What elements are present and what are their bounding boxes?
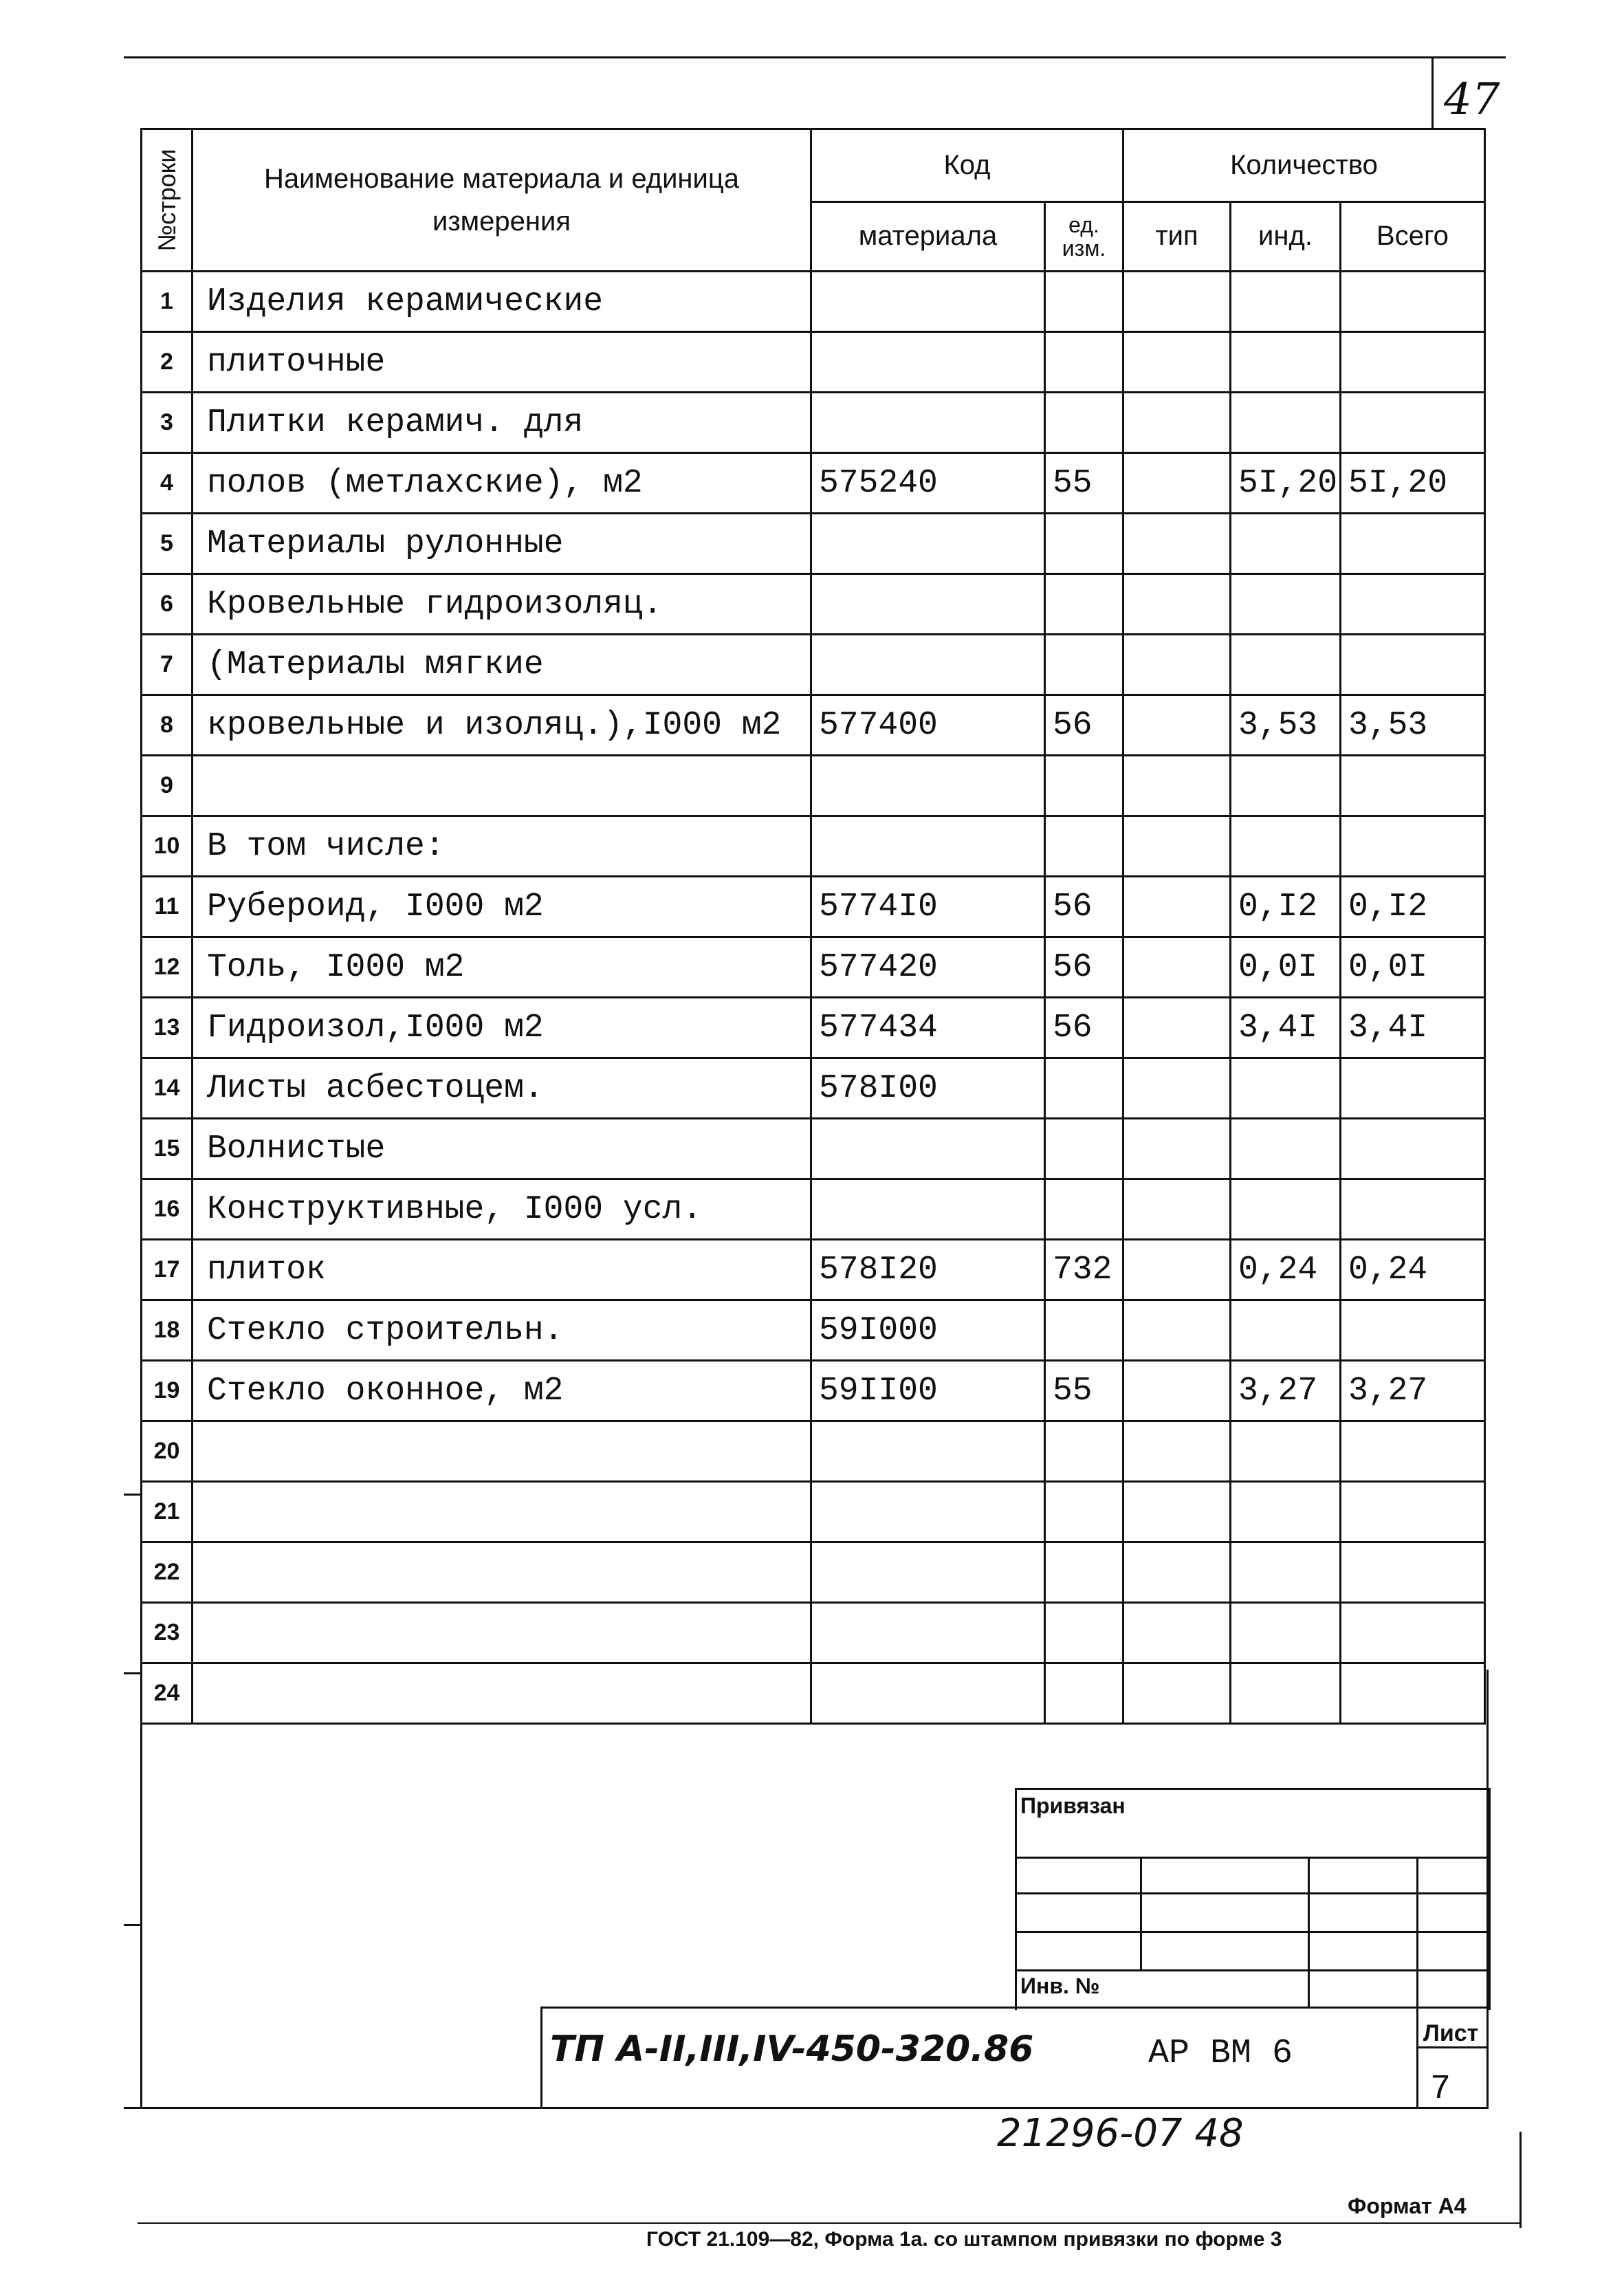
materials-table xyxy=(140,128,1486,1725)
table-row xyxy=(142,635,1485,695)
qty-ind xyxy=(1231,393,1341,453)
unit-code xyxy=(1045,1542,1123,1603)
qty-ind xyxy=(1231,1119,1341,1179)
qty-ind: 0,24 xyxy=(1231,1240,1341,1300)
unit-code xyxy=(1045,332,1123,393)
qty-type xyxy=(1123,1119,1231,1179)
material-code: 5774I0 xyxy=(811,877,1045,937)
unit-code xyxy=(1045,1179,1123,1240)
qty-type xyxy=(1123,1240,1231,1300)
material-code xyxy=(811,332,1045,393)
qty-total xyxy=(1341,635,1485,695)
table-row xyxy=(142,1542,1485,1603)
qty-total xyxy=(1341,574,1485,635)
qty-ind xyxy=(1231,1482,1341,1542)
unit-code xyxy=(1045,514,1123,574)
table-row xyxy=(142,937,1485,998)
material-code xyxy=(811,272,1045,332)
page-number: 47 xyxy=(1444,74,1500,125)
qty-total: 0,I2 xyxy=(1341,877,1485,937)
material-name: Листы асбестоцем. xyxy=(193,1058,811,1119)
qty-type xyxy=(1123,1482,1231,1542)
material-code xyxy=(811,1179,1045,1240)
material-name xyxy=(193,756,811,816)
material-code: 577420 xyxy=(811,937,1045,998)
qty-ind xyxy=(1231,816,1341,877)
bound-label: Привязан xyxy=(1020,1793,1126,1818)
margin-tick xyxy=(124,1672,140,1674)
header-code-material: материала xyxy=(811,201,1045,271)
header-row-top xyxy=(142,129,1485,202)
header-qty-total: Всего xyxy=(1341,201,1485,271)
qty-total xyxy=(1341,332,1485,393)
qty-type xyxy=(1123,998,1231,1058)
frame-bottom xyxy=(124,2107,1489,2109)
qty-type xyxy=(1123,756,1231,816)
table-row xyxy=(142,1058,1485,1119)
qty-total: 0,0I xyxy=(1341,937,1485,998)
unit-code xyxy=(1045,816,1123,877)
row-number: 5 xyxy=(142,514,193,574)
qty-ind: 3,53 xyxy=(1231,695,1341,756)
stamp-divider xyxy=(1416,1857,1418,2007)
unit-code xyxy=(1045,1663,1123,1724)
row-number: 17 xyxy=(142,1240,193,1300)
row-number: 21 xyxy=(142,1482,193,1542)
unit-code: 732 xyxy=(1045,1240,1123,1300)
unit-code: 56 xyxy=(1045,695,1123,756)
qty-total xyxy=(1341,514,1485,574)
unit-code xyxy=(1045,1119,1123,1179)
title-block-left xyxy=(540,2007,542,2109)
qty-ind xyxy=(1231,756,1341,816)
material-name: плиточные xyxy=(193,332,811,393)
material-name: В том числе: xyxy=(193,816,811,877)
header-name xyxy=(193,129,811,272)
table-row xyxy=(142,1179,1485,1240)
table-row xyxy=(142,816,1485,877)
table-row xyxy=(142,272,1485,332)
qty-total xyxy=(1341,1663,1485,1724)
material-name: полов (метлахские), м2 xyxy=(193,453,811,514)
row-number: 7 xyxy=(142,635,193,695)
qty-ind xyxy=(1231,1421,1341,1482)
table-row xyxy=(142,998,1485,1058)
unit-code xyxy=(1045,1482,1123,1542)
qty-total xyxy=(1341,1482,1485,1542)
qty-ind xyxy=(1231,332,1341,393)
material-code xyxy=(811,1542,1045,1603)
table-row xyxy=(142,1300,1485,1361)
qty-ind: 3,4I xyxy=(1231,998,1341,1058)
material-name: Волнистые xyxy=(193,1119,811,1179)
header-row-no xyxy=(142,129,193,272)
title-block-top xyxy=(540,2007,1489,2009)
row-number: 23 xyxy=(142,1603,193,1663)
qty-type xyxy=(1123,272,1231,332)
unit-code xyxy=(1045,1300,1123,1361)
material-code: 59II00 xyxy=(811,1361,1045,1421)
material-code xyxy=(811,1663,1045,1724)
qty-type xyxy=(1123,393,1231,453)
qty-type xyxy=(1123,635,1231,695)
unit-code xyxy=(1045,272,1123,332)
qty-ind: 3,27 xyxy=(1231,1361,1341,1421)
qty-ind xyxy=(1231,272,1341,332)
unit-code xyxy=(1045,1058,1123,1119)
row-number: 6 xyxy=(142,574,193,635)
material-code xyxy=(811,1421,1045,1482)
margin-tick xyxy=(124,1494,140,1496)
stamp-divider xyxy=(1308,1857,1310,2007)
material-name xyxy=(193,1421,811,1482)
unit-code xyxy=(1045,393,1123,453)
qty-ind: 0,I2 xyxy=(1231,877,1341,937)
material-name: Конструктивные, I000 усл. xyxy=(193,1179,811,1240)
material-name: Толь, I000 м2 xyxy=(193,937,811,998)
material-code xyxy=(811,816,1045,877)
row-number: 18 xyxy=(142,1300,193,1361)
qty-ind xyxy=(1231,1179,1341,1240)
material-name: Рубероид, I000 м2 xyxy=(193,877,811,937)
qty-ind: 0,0I xyxy=(1231,937,1341,998)
unit-code xyxy=(1045,756,1123,816)
row-number: 11 xyxy=(142,877,193,937)
table-row xyxy=(142,1361,1485,1421)
qty-ind xyxy=(1231,574,1341,635)
page-number-divider xyxy=(1431,56,1434,128)
qty-type xyxy=(1123,514,1231,574)
stamp-divider xyxy=(1140,1857,1142,1971)
material-code xyxy=(811,635,1045,695)
qty-total xyxy=(1341,1542,1485,1603)
unit-code xyxy=(1045,1603,1123,1663)
qty-ind xyxy=(1231,1663,1341,1724)
qty-total xyxy=(1341,1421,1485,1482)
material-code xyxy=(811,1603,1045,1663)
qty-total: 3,27 xyxy=(1341,1361,1485,1421)
qty-type xyxy=(1123,1300,1231,1361)
qty-type xyxy=(1123,1542,1231,1603)
material-name: Плитки керамич. для xyxy=(193,393,811,453)
row-number: 20 xyxy=(142,1421,193,1482)
header-qty-group: Количество xyxy=(1123,129,1485,202)
row-number: 15 xyxy=(142,1119,193,1179)
material-name: Кровельные гидроизоляц. xyxy=(193,574,811,635)
table-row xyxy=(142,1663,1485,1724)
qty-total xyxy=(1341,1179,1485,1240)
material-name: Гидроизол,I000 м2 xyxy=(193,998,811,1058)
qty-total: 5I,20 xyxy=(1341,453,1485,514)
table-row xyxy=(142,514,1485,574)
row-number: 14 xyxy=(142,1058,193,1119)
sheet-value: 7 xyxy=(1430,2070,1451,2109)
qty-type xyxy=(1123,1179,1231,1240)
qty-type xyxy=(1123,1603,1231,1663)
material-code: 578I20 xyxy=(811,1240,1045,1300)
row-no-label: №строки xyxy=(152,149,181,252)
qty-type xyxy=(1123,1663,1231,1724)
table-row xyxy=(142,1421,1485,1482)
qty-type xyxy=(1123,1421,1231,1482)
document-code: ТП А-II,III,IV-450-320.86 xyxy=(550,2029,1034,2070)
format-rule xyxy=(138,2222,1519,2224)
material-code: 575240 xyxy=(811,453,1045,514)
row-number: 3 xyxy=(142,393,193,453)
unit-code: 56 xyxy=(1045,877,1123,937)
row-number: 1 xyxy=(142,272,193,332)
qty-ind xyxy=(1231,1300,1341,1361)
qty-type xyxy=(1123,937,1231,998)
qty-type xyxy=(1123,1361,1231,1421)
row-number: 22 xyxy=(142,1542,193,1603)
material-code xyxy=(811,756,1045,816)
unit-code: 56 xyxy=(1045,998,1123,1058)
unit-code xyxy=(1045,1421,1123,1482)
unit-code: 56 xyxy=(1045,937,1123,998)
material-code xyxy=(811,1482,1045,1542)
row-number: 4 xyxy=(142,453,193,514)
header-qty-type: тип xyxy=(1123,201,1231,271)
qty-ind xyxy=(1231,514,1341,574)
qty-ind xyxy=(1231,1058,1341,1119)
material-code xyxy=(811,393,1045,453)
material-code xyxy=(811,574,1045,635)
qty-total xyxy=(1341,272,1485,332)
unit-code xyxy=(1045,635,1123,695)
row-number: 19 xyxy=(142,1361,193,1421)
qty-type xyxy=(1123,574,1231,635)
header-qty-ind: инд. xyxy=(1231,201,1341,271)
title-block-sheet-divider xyxy=(1416,2007,1418,2109)
row-number: 9 xyxy=(142,756,193,816)
row-number: 10 xyxy=(142,816,193,877)
header-code-group: Код xyxy=(811,129,1123,202)
table-body xyxy=(142,272,1485,1724)
unit-code: 55 xyxy=(1045,1361,1123,1421)
qty-total xyxy=(1341,756,1485,816)
material-code xyxy=(811,1119,1045,1179)
qty-total xyxy=(1341,1300,1485,1361)
margin-tick xyxy=(124,1924,140,1926)
qty-ind xyxy=(1231,1603,1341,1663)
material-name: плиток xyxy=(193,1240,811,1300)
qty-type xyxy=(1123,695,1231,756)
qty-ind xyxy=(1231,635,1341,695)
material-name xyxy=(193,1542,811,1603)
unit-code xyxy=(1045,574,1123,635)
table-row xyxy=(142,877,1485,937)
row-number: 24 xyxy=(142,1663,193,1724)
table-row xyxy=(142,1603,1485,1663)
header-code-unit: ед. изм. xyxy=(1045,201,1123,271)
archive-number: 21296-07 48 xyxy=(997,2111,1244,2156)
material-code: 577434 xyxy=(811,998,1045,1058)
unit-code: 55 xyxy=(1045,453,1123,514)
material-code: 59I000 xyxy=(811,1300,1045,1361)
table-row xyxy=(142,756,1485,816)
row-number: 2 xyxy=(142,332,193,393)
material-name xyxy=(193,1663,811,1724)
material-name: Изделия керамические xyxy=(193,272,811,332)
row-number: 16 xyxy=(142,1179,193,1240)
qty-total xyxy=(1341,393,1485,453)
table-row xyxy=(142,453,1485,514)
gost-note: ГОСТ 21.109—82, Форма 1а. со штампом привязки по форме 3 xyxy=(646,2228,1282,2251)
material-code: 577400 xyxy=(811,695,1045,756)
qty-type xyxy=(1123,1058,1231,1119)
material-name: (Материалы мягкие xyxy=(193,635,811,695)
material-code: 578I00 xyxy=(811,1058,1045,1119)
material-name xyxy=(193,1603,811,1663)
table-row xyxy=(142,332,1485,393)
material-code xyxy=(811,514,1045,574)
format-label: Формат А4 xyxy=(1348,2194,1467,2218)
name-header-label: Наименование материала и единица измерения xyxy=(263,164,739,237)
qty-total xyxy=(1341,1119,1485,1179)
material-name: Стекло строительн. xyxy=(193,1300,811,1361)
sheet-label: Лист xyxy=(1423,2020,1479,2046)
table-row xyxy=(142,1240,1485,1300)
material-name: Материалы рулонные xyxy=(193,514,811,574)
table-row xyxy=(142,574,1485,635)
table-row xyxy=(142,695,1485,756)
sheet-code: АР ВМ 6 xyxy=(1148,2034,1293,2073)
frame-left xyxy=(140,1670,142,2107)
material-name: кровельные и изоляц.),I000 м2 xyxy=(193,695,811,756)
table-row xyxy=(142,393,1485,453)
table-row xyxy=(142,1482,1485,1542)
qty-type xyxy=(1123,332,1231,393)
row-number: 12 xyxy=(142,937,193,998)
qty-total: 0,24 xyxy=(1341,1240,1485,1300)
qty-total xyxy=(1341,1603,1485,1663)
qty-total xyxy=(1341,1058,1485,1119)
qty-ind xyxy=(1231,1542,1341,1603)
qty-total: 3,4I xyxy=(1341,998,1485,1058)
inv-label: Инв. № xyxy=(1020,1974,1100,1998)
format-edge xyxy=(1519,2132,1522,2228)
material-name: Стекло оконное, м2 xyxy=(193,1361,811,1421)
row-number: 8 xyxy=(142,695,193,756)
qty-type xyxy=(1123,877,1231,937)
qty-type xyxy=(1123,816,1231,877)
table-row xyxy=(142,1119,1485,1179)
row-number: 13 xyxy=(142,998,193,1058)
qty-total: 3,53 xyxy=(1341,695,1485,756)
qty-type xyxy=(1123,453,1231,514)
top-border-line xyxy=(124,56,1506,58)
qty-ind: 5I,20 xyxy=(1231,453,1341,514)
material-name xyxy=(193,1482,811,1542)
qty-total xyxy=(1341,816,1485,877)
